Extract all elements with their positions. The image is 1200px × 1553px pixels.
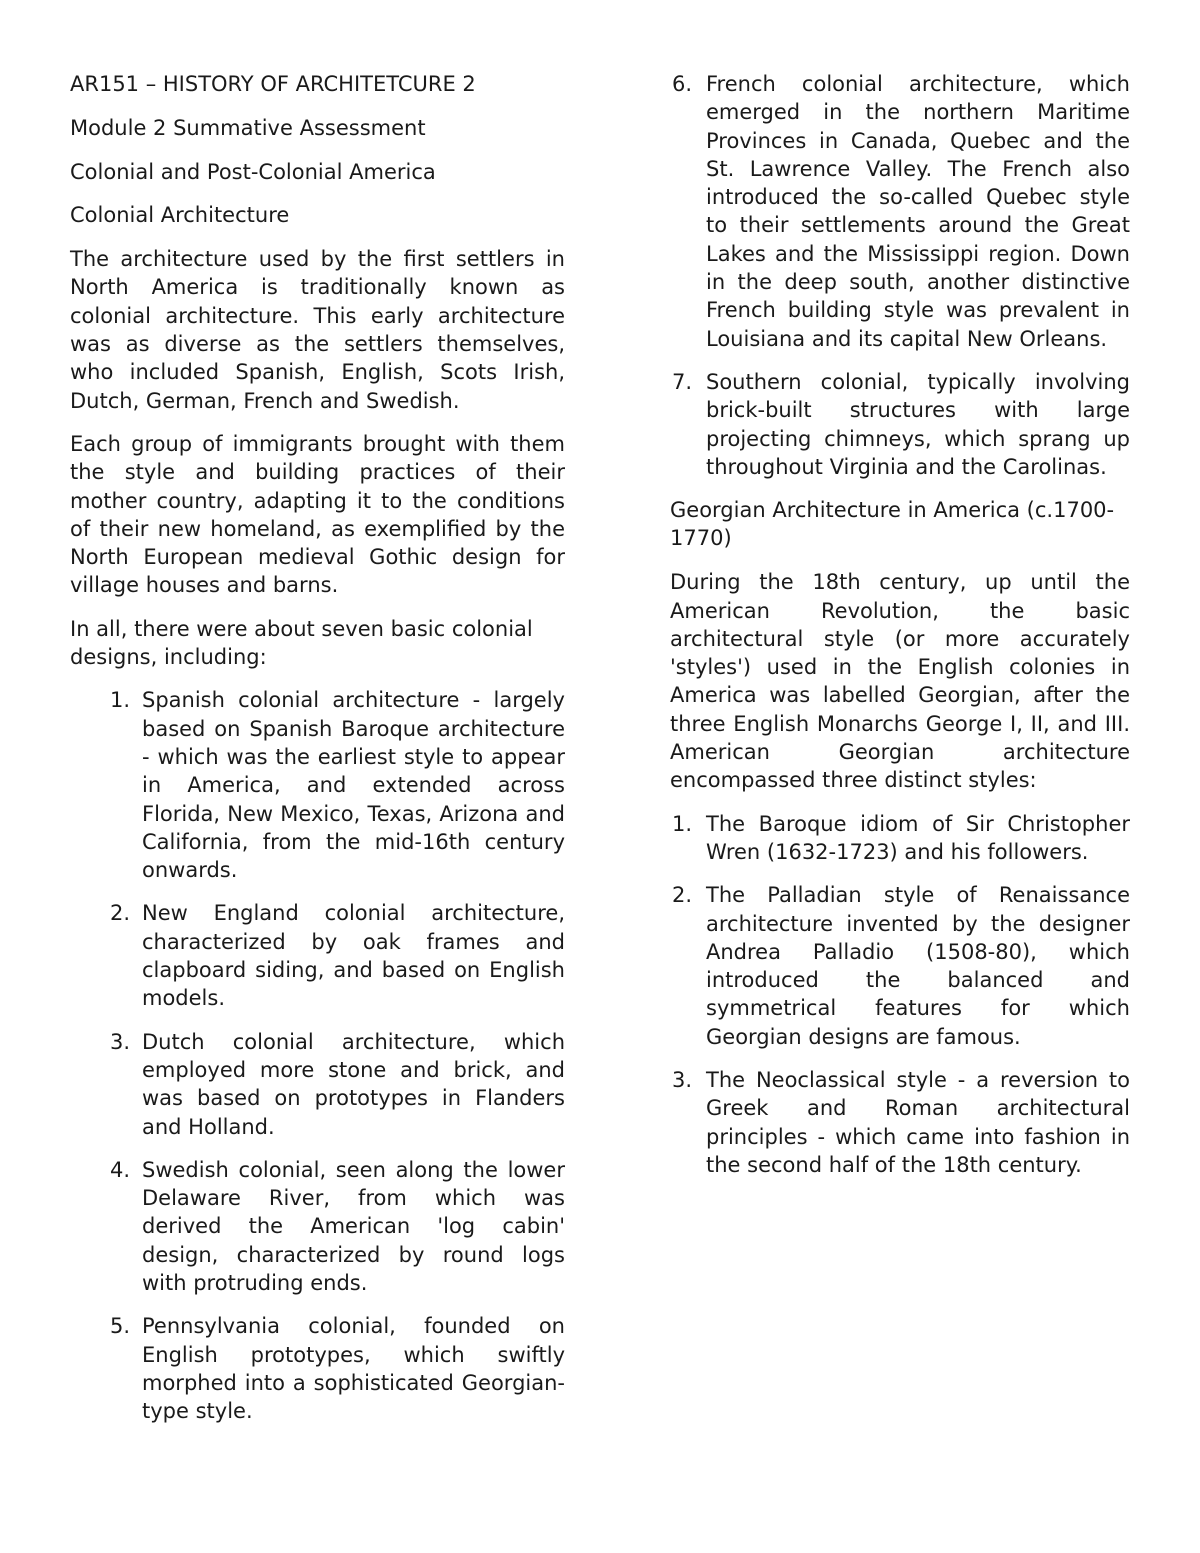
list-item <box>670 881 1130 1051</box>
left-column <box>70 70 565 1440</box>
list-item <box>70 1156 565 1297</box>
list-item-text: Pennsylvania colonial, founded on English prototypes, which swiftly morphed into a sophisticated Georgian-type style. <box>142 1314 565 1424</box>
list-item <box>70 1312 565 1425</box>
list-number: 7. <box>671 369 692 394</box>
section-title: Colonial Architecture <box>70 203 290 228</box>
intro-paragraph-2: Each group of immigrants brought with them the style and building practices of their mother country, adapting it to the conditions of their new homeland, as exemplified by the North European medieval Gothic design for village houses and barns. <box>70 431 565 598</box>
list-number: 3. <box>671 1068 692 1092</box>
georgian-paragraph: During the 18th century, up until the American Revolution, the basic architectural style (or more accurately 'styles') used in the English colonies in America was labelled Georgian, after the three English Monarchs George I, II, and III. American Georgian architecture encompassed three distinct styles: <box>670 570 1130 793</box>
list-item-text: French colonial architecture, which emerged in the northern Maritime Provinces in Canada, Quebec and the St. Lawrence Valley. The French also introduced the so-called Quebec style to their settlements around the Great Lakes and the Mississippi region. Down in the deep south, another distinctive French building style was prevalent in Louisiana and its capital New Orleans. <box>706 72 1130 351</box>
right-column <box>670 70 1130 1194</box>
list-number: 2. <box>671 883 692 908</box>
list-number: 3. <box>109 1029 130 1054</box>
intro-paragraph-1: The architecture used by the first settlers in North America is traditionally known as colonial architecture. This early architecture was as diverse as the settlers themselves, who included Spanish, English, Scots Irish, Dutch, German, French and Swedish. <box>70 247 565 413</box>
list-item <box>70 686 565 884</box>
topic-title: Colonial and Post-Colonial America <box>70 159 436 184</box>
georgian-styles-list <box>670 810 1130 1180</box>
list-item-text: Swedish colonial, seen along the lower Delaware River, from which was derived the American 'log cabin' design, characterized by round logs with protruding ends. <box>142 1157 565 1295</box>
list-item-text: The Palladian style of Renaissance architecture invented by the designer Andrea Palladio (1508-80), which introduced the balanced and symmetrical features for which Georgian designs are famous. <box>706 883 1130 1049</box>
list-item-text: New England colonial architecture, characterized by oak frames and clapboard siding, and based on English models. <box>142 901 565 1011</box>
list-item <box>670 1066 1130 1179</box>
list-item <box>670 810 1130 867</box>
list-item-text: The Neoclassical style - a reversion to Greek and Roman architectural principles - which came into fashion in the second half of the 18th century. <box>706 1068 1130 1177</box>
list-number: 5. <box>109 1314 130 1339</box>
list-item-text: Dutch colonial architecture, which employed more stone and brick, and was based on prototypes in Flanders and Holland. <box>142 1029 565 1139</box>
list-item-text: The Baroque idiom of Sir Christopher Wren (1632-1723) and his followers. <box>706 811 1130 864</box>
list-item-text: Southern colonial, typically involving brick-built structures with large projecting chimneys, which sprang up throughout Virginia and the Carolinas. <box>706 369 1130 479</box>
list-item <box>70 899 565 1012</box>
list-number: 1. <box>671 811 692 836</box>
list-item <box>670 70 1130 353</box>
list-item-text: Spanish colonial architecture - largely based on Spanish Baroque architecture - which was the earliest style to appear in America, and extended across Florida, New Mexico, Texas, Arizona and California, from the mid-16th century onwards. <box>142 688 565 883</box>
colonial-designs-list-continued <box>670 70 1130 481</box>
course-title: AR151 – HISTORY OF ARCHITETCURE 2 <box>70 72 476 96</box>
list-number: 4. <box>109 1157 130 1182</box>
list-number: 1. <box>109 688 130 713</box>
list-item <box>70 1028 565 1141</box>
colonial-designs-list <box>70 686 565 1425</box>
georgian-heading: Georgian Architecture in America (c.1700-1770) <box>670 498 1115 551</box>
list-number: 2. <box>109 901 130 926</box>
intro-paragraph-3: In all, there were about seven basic colonial designs, including: <box>70 616 533 670</box>
module-title: Module 2 Summative Assessment <box>70 115 426 140</box>
list-item <box>670 368 1130 481</box>
list-number: 6. <box>671 72 692 96</box>
